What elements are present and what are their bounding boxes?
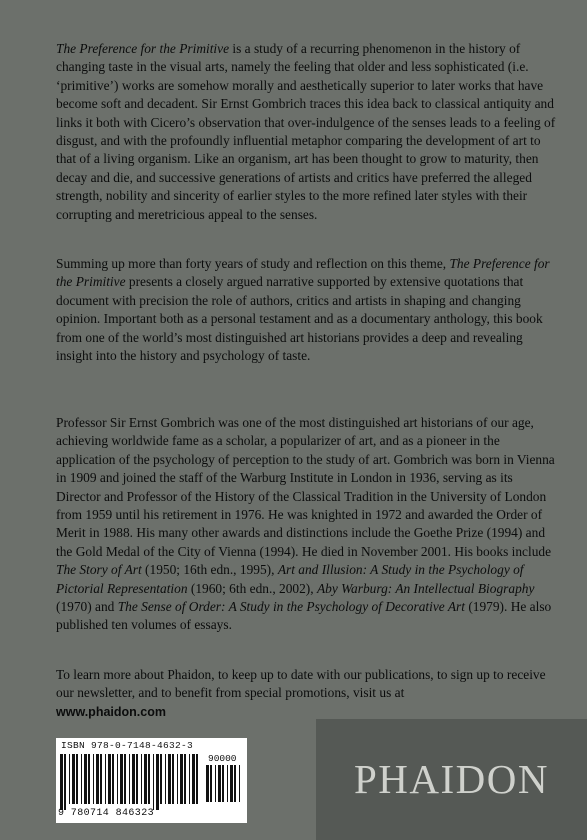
book-sense-of-order: The Sense of Order: A Study in the Psychology of Decorative Art xyxy=(117,599,465,615)
barcode-number: 9 780714 846323 xyxy=(58,808,155,819)
addon-barcode-icon xyxy=(206,765,244,808)
bio-text: Professor Sir Ernst Gombrich was one of the most distinguished art historians of our age, achieving worldwide fame as a scholar, a popularizer of art, and as a pioneer in the application of the psychology of perception to the study of art. Gombrich was born in Vienna in 1909 and joined the staff of the Warburg Institute in London in 1936, serving as its Director and Professor of the History of the Classical Tradition in the University of London from 1959 until his retirement in 1976. He was knighted in 1972 and awarded the Order of Merit in 1988. His many other awards and distinctions include the Goethe Prize (1994) and the Gold Medal of the City of Vienna (1994). He died in November 2001. His books include xyxy=(56,415,555,559)
bio-text: (1970) and xyxy=(56,599,118,615)
summary-text: presents a closely argued narrative supported by extensive quotations that document with precision the role of authors, critics and artists in shaping and changing opinion. Important both as a personal testament and as a documentary anthology, this book from one of the world’s most distinguished art historians provides a deep and revealing insight into the history and psychology of taste. xyxy=(56,274,543,364)
book-title: The Preference for the Primitive xyxy=(56,256,550,290)
book-art-and-illusion: Art and Illusion: A Study in the Psychology of Pictorial Representation xyxy=(56,562,524,596)
summary-intro: Summing up more than forty years of study and reflection on this theme, xyxy=(56,256,450,271)
isbn-label: ISBN 978-0-7148-4632-3 xyxy=(61,740,194,751)
ean-barcode-icon xyxy=(60,754,202,810)
publisher-promo xyxy=(56,666,556,721)
author-biography xyxy=(56,414,556,635)
bio-text: (1960; 6th edn., 2002), xyxy=(187,580,317,596)
bio-text: (1979). He also published ten volumes of essays. xyxy=(56,599,552,633)
price-code: 90000 xyxy=(208,753,237,764)
promo-text: To learn more about Phaidon, to keep up to date with our publications, to sign up to receive our newsletter, and to benefit from special promotions, visit us at xyxy=(56,667,546,701)
publisher-panel xyxy=(316,719,587,840)
book-story-of-art: The Story of Art xyxy=(56,562,142,578)
bio-text: (1950; 16th edn., 1995), xyxy=(141,562,278,578)
isbn-barcode xyxy=(56,738,247,823)
book-title: The Preference for the Primitive xyxy=(56,41,230,56)
book-description-paragraph xyxy=(56,40,556,224)
phaidon-logo: PHAIDON xyxy=(354,756,549,802)
summary-paragraph xyxy=(56,255,556,365)
book-aby-warburg: Aby Warburg: An Intellectual Biography xyxy=(316,580,535,596)
publisher-url[interactable]: www.phaidon.com xyxy=(56,704,166,719)
description-text: is a study of a recurring phenomenon in the history of changing taste in the visual arts, namely the feeling that older and less sophisticated (i.e. ‘primitive’) works are somehow morally and aesthetically superior to later works that have become soft and decadent. Sir Ernst Gombrich traces this idea back to classical antiquity and links it both with Cicero’s observation that over-indulgence of the senses leads to a feeling of disgust, and with the profoundly influential metaphor comparing the development of art to that of a living organism. Like an organism, art has been thought to grow to maturity, then decay and die, and successive generations of artists and critics have preferred the alleged strength, nobility and sincerity of earlier styles to the more refined later styles with their corrupting and meretricious appeal to the senses. xyxy=(56,41,556,222)
